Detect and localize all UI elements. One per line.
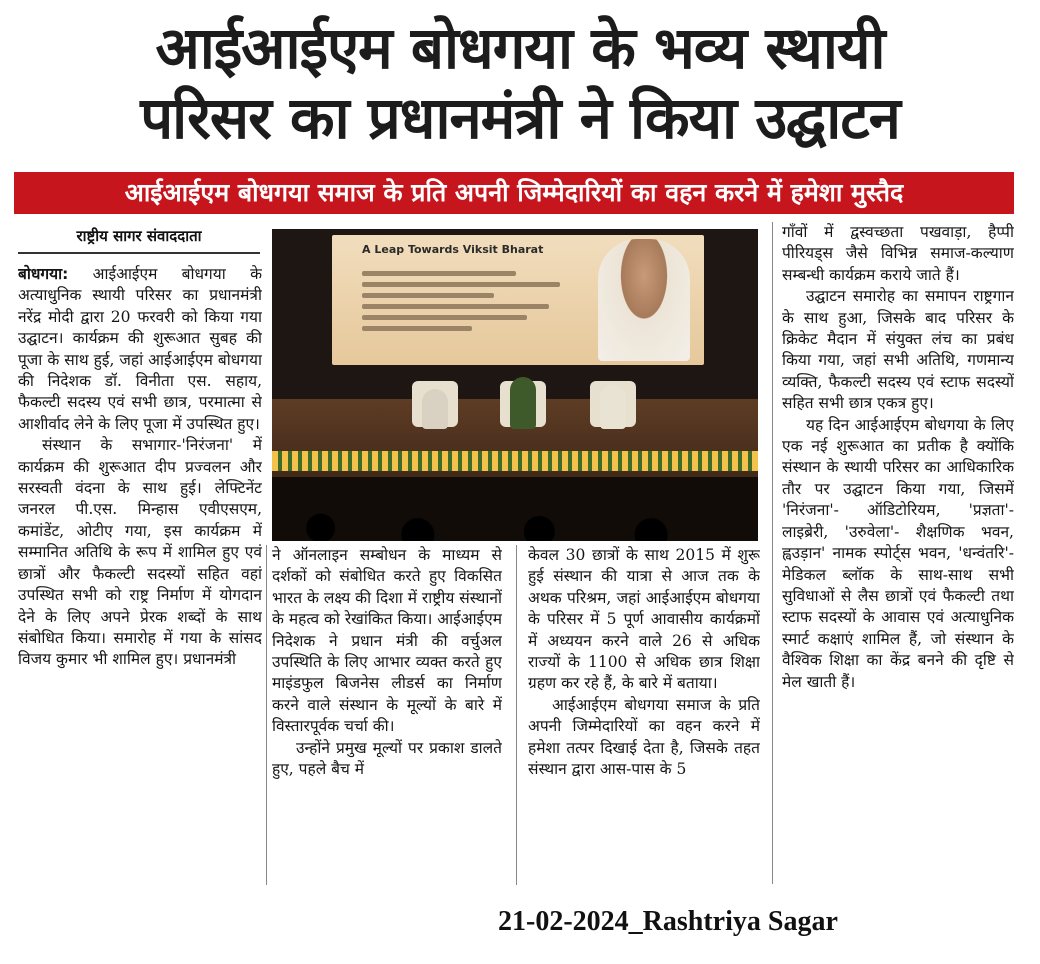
seated-person bbox=[600, 385, 626, 429]
article-column-2 bbox=[272, 545, 502, 885]
seated-person bbox=[422, 389, 448, 429]
stage-screen bbox=[332, 235, 704, 365]
date-source-label: 21-02-2024_Rashtriya Sagar bbox=[498, 906, 838, 937]
headline-line-1: आईआईएम बोधगया के भव्य स्थायी bbox=[155, 14, 885, 82]
dateline: बोधगया: bbox=[18, 265, 69, 283]
col4-para-3: यह दिन आईआईएम बोधगया के लिए एक नई शुरूआत का प्रतीक है क्योंकि संस्थान के स्थायी परिसर का आधिकारिक तौर पर उद्घाटन किया गया, जिसमें 'निरंजना'- ऑडिटोरियम, 'प्रज्ञता'- लाइब्रेरी, 'उरुवेला'- शैक्षणिक भवन, ह्वउड़ान' नामक स्पोर्ट्स भवन, 'धन्वंतरि'- मेडिकल ब्लॉक के साथ-साथ सभी सुविधाओं से लैस छात्रों एवं फैकल्टी तथा स्टाफ सदस्यों के आवास एवं अत्याधुनिक स्मार्ट कक्षाएं शामिल हैं, जो संस्थान के वैश्विक शिक्षा का केंद्र बनने की दृष्टि से मेल खाती हैं। bbox=[782, 415, 1014, 691]
headline-line-2: परिसर का प्रधानमंत्री ने किया उद्घाटन bbox=[140, 84, 900, 152]
audience bbox=[272, 477, 758, 541]
flower-arrangement bbox=[272, 451, 758, 471]
column-divider bbox=[266, 545, 267, 885]
article-column-1 bbox=[18, 264, 262, 884]
event-photo bbox=[272, 229, 758, 541]
column-divider bbox=[772, 222, 773, 884]
col3-para-1: केवल 30 छात्रों के साथ 2015 में शुरू हुई संस्थान की यात्रा से आज तक के अथक परिश्रम, जहां आईआईएम बोधगया के परिसर में 5 पूर्ण आवासीय कार्यक्रमों में अध्ययन करने वाले 26 से अधिक राज्यों के 1100 से अधिक छात्र शिक्षा ग्रहण कर रहे हैं, के बारे में बताया। bbox=[528, 546, 760, 693]
article-column-3 bbox=[528, 545, 760, 885]
col1-para-1 bbox=[18, 264, 262, 435]
seated-officer bbox=[510, 377, 536, 429]
col4-para-2: उद्घाटन समारोह का समापन राष्ट्रगान के साथ हुआ, जिसके बाद परिसर के क्रिकेट मैदान में संयुक्त लंच का प्रबंध किया गया, जहां सभी अतिथि, गणमान्य व्यक्ति, फैकल्टी सदस्य एवं स्टाफ सदस्यों सहित सभी छात्र एकत्र हुए। bbox=[782, 287, 1014, 413]
col1-para-2: संस्थान के सभागार-'निरंजना' में कार्यक्रम की शुरूआत दीप प्रज्वलन और सरस्वती वंदना के साथ हुई। लेफ्टिनेंट जनरल पी.एस. मिन्हास एवीएसएम, कमांडेंट, ओटीए गया, इस कार्यक्रम में सम्मानित अतिथि के रूप में शामिल हुए एवं छात्रों और फैकल्टी सदस्यों सहित वहां उपस्थित सभी को राष्ट्र निर्माण में योगदान देने के लिए अपने प्रेरक शब्दों के साथ संबोधित किया। समारोह में गया के सांसद विजय कुमार भी शामिल हुए। प्रधानमंत्री bbox=[18, 436, 262, 669]
screen-title: A Leap Towards Viksit Bharat bbox=[362, 243, 544, 256]
byline: राष्ट्रीय सागर संवाददाता bbox=[18, 226, 260, 254]
col2-para-1: ने ऑनलाइन सम्बोधन के माध्यम से दर्शकों को संबोधित करते हुए विकसित भारत के लक्ष्य की दिशा में राष्ट्रीय संस्थानों के महत्व को रेखांकित किया। आईआईएम निदेशक ने प्रधान मंत्री की वर्चुअल उपस्थिति के लिए आभार व्यक्त करते हुए माइंडफुल बिजनेस लीडर्स का निर्माण करने वाले संस्थान के मूल्यों के बारे में विस्तारपूर्वक चर्चा की। bbox=[272, 546, 502, 736]
column-divider bbox=[516, 545, 517, 885]
col3-para-2: आईआईएम बोधगया समाज के प्रति अपनी जिम्मेदारियों का वहन करने में हमेशा तत्पर दिखाई देता है, जिसके तहत संस्थान द्वारा आस-पास के 5 bbox=[528, 695, 760, 779]
article-column-4 bbox=[782, 222, 1014, 884]
screen-text-lines bbox=[362, 265, 582, 337]
subheadline-banner: आईआईएम बोधगया समाज के प्रति अपनी जिम्मेदारियों का वहन करने में हमेशा मुस्तैद bbox=[14, 172, 1014, 214]
col4-para-1: गाँवों में द्वस्वच्छता पखवाड़ा, हैप्पी पीरियड्स जैसे विभिन्न समाज-कल्याण सम्बन्धी कार्यक्रम कराये जाते हैं। bbox=[782, 223, 1014, 284]
headline bbox=[14, 14, 1026, 154]
col1-para-1-text: आईआईएम बोधगया के अत्याधुनिक स्थायी परिसर का प्रधानमंत्री नरेंद्र मोदी द्वारा 20 फरवरी को किया गया उद्घाटन। कार्यक्रम की शुरूआत सुबह की पूजा के साथ हुई, जहां आईआईएम बोधगया की निदेशक डॉ. विनीता एस. सहाय, फैकल्टी सदस्य एवं सभी छात्र, परमात्मा से आशीर्वाद लेने के लिए पूजा में उपस्थित हुए। bbox=[18, 265, 262, 433]
col2-para-2: उन्होंने प्रमुख मूल्यों पर प्रकाश डालते हुए, पहले बैच में bbox=[272, 738, 502, 779]
pm-portrait bbox=[598, 239, 690, 361]
